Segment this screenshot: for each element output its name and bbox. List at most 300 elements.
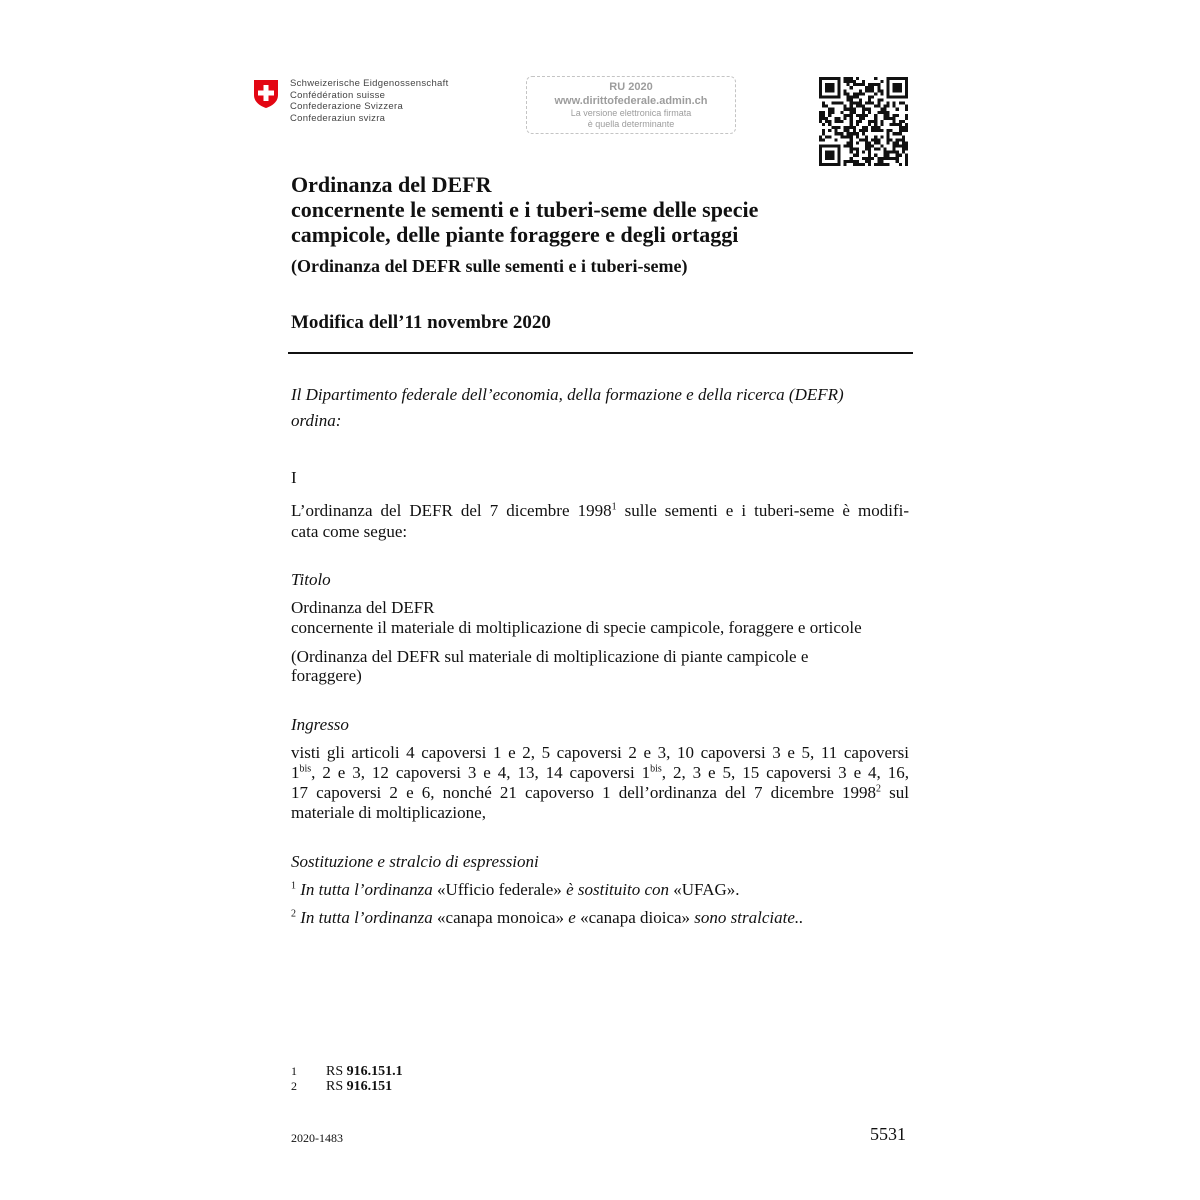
qr-module <box>850 138 853 141</box>
qr-module <box>828 95 831 98</box>
qr-module <box>847 132 850 135</box>
qr-module <box>905 83 908 86</box>
qr-module <box>896 151 899 154</box>
titolo-heading: Titolo <box>291 570 331 589</box>
qr-module <box>899 145 902 148</box>
qr-module <box>868 111 871 114</box>
qr-module <box>819 77 822 80</box>
qr-module <box>859 105 862 108</box>
qr-module <box>880 157 883 160</box>
qr-module <box>856 120 859 123</box>
ingresso-text: , 2, 3 e 5, 15 capoversi 3 e 4, 16, <box>661 763 909 782</box>
qr-module <box>893 117 896 120</box>
ingresso-line-2 <box>291 763 909 783</box>
qr-module <box>865 141 868 144</box>
qr-module <box>856 163 859 166</box>
qr-module <box>837 92 840 95</box>
qr-module <box>893 86 896 89</box>
qr-module <box>905 129 908 132</box>
short-title: (Ordinanza del DEFR sulle sementi e i tuberi-seme) <box>291 256 688 276</box>
qr-module <box>822 77 825 80</box>
footnote-reference[interactable]: 916.151 <box>346 1079 393 1094</box>
qr-module <box>865 135 868 138</box>
footnote-2 <box>291 1079 403 1094</box>
agency-line-de: Schweizerische Eidgenossenschaft <box>290 78 449 89</box>
qr-module <box>887 86 890 89</box>
qr-module <box>896 157 899 160</box>
qr-module <box>871 157 874 160</box>
qr-module <box>887 163 890 166</box>
qr-module <box>844 114 847 117</box>
qr-module <box>871 120 874 123</box>
qr-module <box>850 157 853 160</box>
qr-module <box>899 129 902 132</box>
qr-module <box>825 145 828 148</box>
footnote-ref-1[interactable]: 1 <box>611 501 617 513</box>
agency-name <box>290 78 449 124</box>
qr-module <box>831 83 834 86</box>
qr-module <box>896 145 899 148</box>
qr-module <box>850 120 853 123</box>
qr-module <box>850 145 853 148</box>
qr-module <box>871 126 874 129</box>
stamp-note-1: La versione elettronica firmata <box>570 108 692 118</box>
qr-module <box>828 89 831 92</box>
qr-module <box>868 160 871 163</box>
qr-module <box>865 160 868 163</box>
qr-module <box>874 105 877 108</box>
stamp-note-2: è quella determinante <box>587 119 675 129</box>
qr-module <box>862 129 865 132</box>
qr-module <box>853 83 856 86</box>
qr-module <box>883 157 886 160</box>
qr-module <box>893 123 896 126</box>
qr-module <box>850 151 853 154</box>
ingresso-line-3 <box>291 783 909 803</box>
qr-module <box>850 117 853 120</box>
qr-module <box>847 95 850 98</box>
qr-module <box>868 157 871 160</box>
footnote-number: 1 <box>291 1064 297 1078</box>
qr-module <box>837 163 840 166</box>
qr-module <box>828 83 831 86</box>
qr-module <box>887 102 890 105</box>
ingresso-line-1: visti gli articoli 4 capoversi 1 e 2, 5 capoversi 2 e 3, 10 capoversi 3 e 5, 11 capoversi <box>291 743 909 762</box>
qr-module <box>825 157 828 160</box>
qr-module <box>880 135 883 138</box>
qr-module <box>831 77 834 80</box>
qr-module <box>896 123 899 126</box>
qr-module <box>896 95 899 98</box>
qr-module <box>819 151 822 154</box>
qr-module <box>825 135 828 138</box>
sostituzione-heading: Sostituzione e stralcio di espressioni <box>291 852 539 871</box>
qr-module <box>822 111 825 114</box>
preamble-line-1: Il Dipartimento federale dell’economia, della formazione e della ricerca (DEFR) <box>291 385 844 404</box>
qr-module <box>819 160 822 163</box>
intro-line-2: cata come segue: <box>291 522 408 541</box>
qr-module <box>853 108 856 111</box>
qr-module <box>868 123 871 126</box>
qr-module <box>834 132 837 135</box>
qr-module <box>896 154 899 157</box>
qr-module <box>865 145 868 148</box>
qr-module <box>890 95 893 98</box>
qr-module <box>853 154 856 157</box>
qr-module <box>850 114 853 117</box>
qr-module <box>853 126 856 129</box>
qr-module <box>890 129 893 132</box>
ingresso-text: sul <box>881 783 909 802</box>
qr-module <box>840 132 843 135</box>
qr-module <box>856 151 859 154</box>
qr-module <box>825 105 828 108</box>
qr-module <box>819 120 822 123</box>
qr-module <box>862 108 865 111</box>
qr-module <box>825 117 828 120</box>
qr-module <box>883 111 886 114</box>
qr-module <box>877 138 880 141</box>
qr-module <box>887 117 890 120</box>
footnote-ref-2[interactable]: 2 <box>876 783 882 795</box>
qr-module <box>825 89 828 92</box>
footnote-reference[interactable]: 916.151.1 <box>346 1064 403 1079</box>
qr-module <box>825 95 828 98</box>
qr-module <box>877 98 880 101</box>
qr-module <box>856 135 859 138</box>
qr-module <box>831 163 834 166</box>
qr-module <box>844 160 847 163</box>
qr-module <box>819 148 822 151</box>
qr-module <box>834 129 837 132</box>
qr-module <box>850 141 853 144</box>
qr-module <box>905 117 908 120</box>
qr-module <box>819 92 822 95</box>
qr-module <box>905 114 908 117</box>
qr-module <box>850 108 853 111</box>
qr-module <box>853 80 856 83</box>
qr-module <box>868 108 871 111</box>
qr-module <box>874 148 877 151</box>
qr-module <box>874 114 877 117</box>
qr-module <box>905 77 908 80</box>
qr-module <box>890 123 893 126</box>
qr-module <box>877 111 880 114</box>
qr-module <box>853 111 856 114</box>
qr-module <box>896 77 899 80</box>
qr-module <box>880 160 883 163</box>
qr-module <box>868 141 871 144</box>
qr-module <box>868 154 871 157</box>
qr-module <box>856 154 859 157</box>
qr-module <box>905 89 908 92</box>
qr-module <box>880 108 883 111</box>
qr-module <box>844 89 847 92</box>
qr-module <box>880 123 883 126</box>
qr-module <box>862 105 865 108</box>
stamp-collection: RU 2020 <box>609 81 653 93</box>
qr-module <box>847 145 850 148</box>
qr-module <box>856 148 859 151</box>
qr-module <box>850 111 853 114</box>
section-numeral: I <box>291 468 297 487</box>
qr-module <box>856 105 859 108</box>
qr-module <box>853 129 856 132</box>
qr-module <box>893 114 896 117</box>
qr-module <box>831 102 834 105</box>
swiss-cross-shield-icon <box>253 79 279 109</box>
qr-module <box>877 157 880 160</box>
qr-module <box>871 129 874 132</box>
qr-module <box>859 83 862 86</box>
titolo-line-1: Ordinanza del DEFR <box>291 598 435 617</box>
qr-module <box>862 157 865 160</box>
qr-module <box>847 108 850 111</box>
qr-module <box>874 138 877 141</box>
agency-line-fr: Confédération suisse <box>290 89 386 101</box>
amendment-phrase: è sostituito con <box>566 880 670 899</box>
qr-module <box>899 123 902 126</box>
qr-module <box>896 114 899 117</box>
qr-module <box>844 80 847 83</box>
qr-module <box>896 160 899 163</box>
qr-module <box>850 160 853 163</box>
qr-module <box>828 120 831 123</box>
qr-module <box>865 148 868 151</box>
qr-module <box>868 83 871 86</box>
qr-module <box>896 138 899 141</box>
qr-module <box>865 108 868 111</box>
qr-module <box>856 102 859 105</box>
qr-module <box>844 129 847 132</box>
qr-module <box>887 135 890 138</box>
qr-module <box>831 157 834 160</box>
qr-module <box>868 95 871 98</box>
qr-module <box>887 77 890 80</box>
qr-module <box>850 123 853 126</box>
qr-module <box>837 117 840 120</box>
qr-module <box>834 117 837 120</box>
qr-module <box>862 111 865 114</box>
qr-module <box>825 151 828 154</box>
qr-module <box>831 145 834 148</box>
qr-module <box>834 102 837 105</box>
qr-module <box>850 148 853 151</box>
qr-module <box>877 160 880 163</box>
stamp-url[interactable]: www.dirittofederale.admin.ch <box>554 95 708 107</box>
qr-module <box>887 138 890 141</box>
qr-module <box>856 132 859 135</box>
ingresso-text: 17 capoversi 2 e 6, nonché 21 capoverso 1 dell’ordinanza del 7 dicembre 1998 <box>291 783 877 802</box>
qr-module <box>859 138 862 141</box>
qr-module <box>853 95 856 98</box>
qr-module <box>853 102 856 105</box>
amendment-phrase: e <box>568 908 576 927</box>
qr-module <box>862 163 865 166</box>
qr-module <box>859 129 862 132</box>
qr-module <box>828 145 831 148</box>
official-stamp <box>526 76 736 134</box>
footnote-prefix: RS <box>326 1079 344 1094</box>
qr-module <box>828 157 831 160</box>
qr-module <box>834 126 837 129</box>
qr-module <box>899 86 902 89</box>
qr-module <box>868 86 871 89</box>
qr-module <box>868 163 871 166</box>
footnote-1 <box>291 1064 403 1079</box>
qr-module <box>902 95 905 98</box>
qr-module <box>893 102 896 105</box>
qr-module <box>847 77 850 80</box>
qr-module <box>874 123 877 126</box>
qr-module <box>874 163 877 166</box>
qr-module <box>828 135 831 138</box>
qr-module <box>902 135 905 138</box>
qr-module <box>890 77 893 80</box>
qr-module <box>890 151 893 154</box>
qr-module <box>865 129 868 132</box>
qr-module <box>844 92 847 95</box>
qr-module <box>902 138 905 141</box>
qr-module <box>837 102 840 105</box>
qr-module <box>883 163 886 166</box>
qr-module <box>893 157 896 160</box>
qr-module <box>902 145 905 148</box>
qr-module <box>865 138 868 141</box>
quoted-term: «UFAG». <box>669 880 740 899</box>
qr-module <box>887 151 890 154</box>
qr-module <box>828 108 831 111</box>
qr-module <box>890 157 893 160</box>
qr-module <box>874 154 877 157</box>
qr-code-icon <box>819 77 908 166</box>
qr-module <box>850 102 853 105</box>
qr-module <box>837 89 840 92</box>
qr-module <box>837 83 840 86</box>
qr-module <box>859 102 862 105</box>
qr-module <box>905 92 908 95</box>
page-number: 5531 <box>870 1124 906 1144</box>
qr-module <box>819 117 822 120</box>
qr-module <box>844 105 847 108</box>
qr-module <box>887 114 890 117</box>
qr-module <box>887 154 890 157</box>
qr-module <box>896 132 899 135</box>
qr-module <box>834 138 837 141</box>
qr-module <box>902 102 905 105</box>
qr-module <box>887 89 890 92</box>
qr-module <box>819 83 822 86</box>
qr-module <box>880 145 883 148</box>
qr-module <box>819 145 822 148</box>
qr-module <box>859 98 862 101</box>
qr-module <box>822 129 825 132</box>
qr-module <box>822 102 825 105</box>
qr-module <box>887 80 890 83</box>
qr-module <box>822 95 825 98</box>
qr-module <box>868 120 871 123</box>
qr-module <box>877 102 880 105</box>
qr-module <box>905 108 908 111</box>
qr-module <box>899 120 902 123</box>
qr-module <box>862 151 865 154</box>
qr-module <box>905 145 908 148</box>
qr-module <box>896 141 899 144</box>
qr-module <box>853 163 856 166</box>
qr-module <box>905 160 908 163</box>
qr-module <box>902 148 905 151</box>
qr-module <box>883 154 886 157</box>
qr-module <box>890 138 893 141</box>
qr-module <box>819 89 822 92</box>
qr-module <box>847 114 850 117</box>
qr-module <box>840 120 843 123</box>
qr-module <box>905 148 908 151</box>
qr-module <box>834 163 837 166</box>
footnote-prefix: RS <box>326 1064 344 1079</box>
qr-module <box>865 102 868 105</box>
qr-module <box>865 86 868 89</box>
qr-module <box>828 123 831 126</box>
qr-module <box>893 83 896 86</box>
qr-module <box>893 120 896 123</box>
qr-module <box>877 163 880 166</box>
qr-module <box>862 80 865 83</box>
qr-module <box>837 145 840 148</box>
qr-module <box>856 114 859 117</box>
bis-superscript: bis <box>299 763 312 775</box>
qr-module <box>819 154 822 157</box>
qr-module <box>865 157 868 160</box>
qr-module <box>822 145 825 148</box>
preamble-line-2: ordina: <box>291 411 342 430</box>
qr-module <box>880 80 883 83</box>
intro-line-1 <box>291 501 909 521</box>
qr-module <box>871 138 874 141</box>
qr-module <box>819 163 822 166</box>
qr-module <box>825 154 828 157</box>
qr-module <box>850 126 853 129</box>
qr-module <box>905 163 908 166</box>
qr-module <box>856 92 859 95</box>
qr-module <box>844 135 847 138</box>
qr-module <box>819 86 822 89</box>
qr-module <box>902 151 905 154</box>
qr-module <box>896 86 899 89</box>
qr-module <box>837 120 840 123</box>
qr-module <box>831 89 834 92</box>
qr-module <box>899 77 902 80</box>
qr-module <box>822 114 825 117</box>
qr-module <box>874 117 877 120</box>
qr-module <box>831 126 834 129</box>
qr-module <box>896 89 899 92</box>
qr-module <box>831 108 834 111</box>
qr-module <box>837 157 840 160</box>
qr-module <box>893 141 896 144</box>
qr-module <box>896 108 899 111</box>
qr-module <box>902 126 905 129</box>
qr-module <box>899 83 902 86</box>
qr-module <box>862 83 865 86</box>
qr-module <box>844 77 847 80</box>
qr-module <box>844 117 847 120</box>
qr-module <box>862 117 865 120</box>
qr-module <box>887 111 890 114</box>
qr-module <box>853 92 856 95</box>
footnotes <box>291 1064 403 1094</box>
qr-module <box>840 111 843 114</box>
